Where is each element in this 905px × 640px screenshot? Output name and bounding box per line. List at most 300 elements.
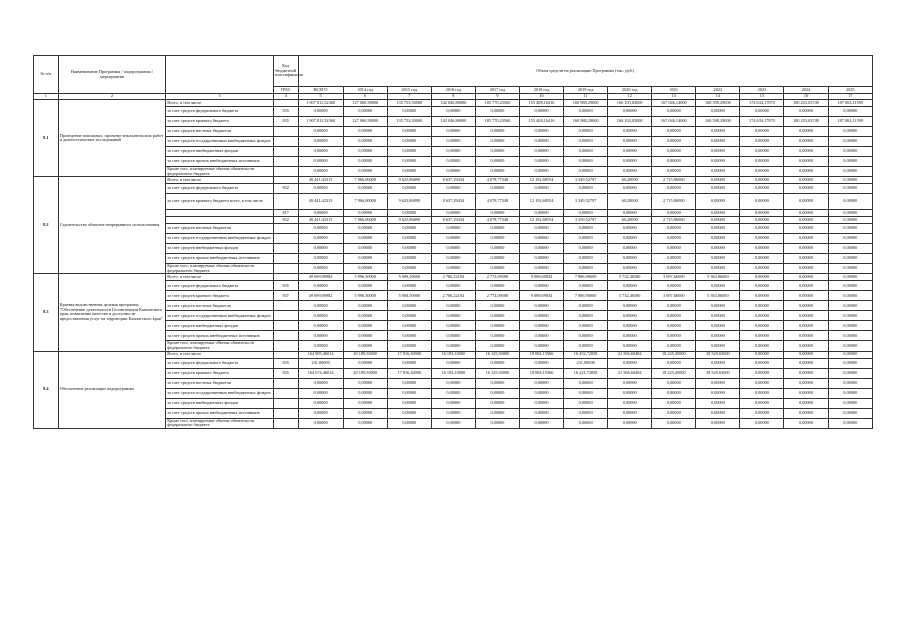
year-value: 3 349,52797	[564, 177, 608, 184]
year-value: 0,00000	[696, 398, 740, 408]
year-value: 0,00000	[475, 264, 519, 274]
year-value: 0,00000	[431, 408, 475, 418]
year-value: 0,00000	[784, 147, 828, 157]
year-value: 0,00000	[740, 398, 784, 408]
grbs-code	[273, 408, 298, 418]
grbs-code	[273, 177, 298, 184]
year-value: 0,00000	[784, 291, 828, 301]
year-value: 0,00000	[475, 388, 519, 398]
year-value: 0,00000	[784, 137, 828, 147]
year-value: 0,00000	[343, 301, 387, 311]
total-value: 0,00000	[298, 167, 343, 177]
year-value: 0,00000	[387, 167, 431, 177]
year-value: 0,00000	[784, 398, 828, 408]
funding-source: за счет средств прочих внебюджетных источников	[166, 331, 274, 341]
budget-table-sheet	[33, 55, 873, 429]
year-value: 0,00000	[564, 184, 608, 194]
year-value: 0,00000	[696, 281, 740, 291]
year-value: 0,00000	[475, 311, 519, 321]
year-value: 0,00000	[784, 378, 828, 388]
funding-source: за счет средств внебюджетных фондов	[166, 398, 274, 408]
year-value: 0,00000	[520, 321, 564, 331]
year-value: 0,00000	[652, 254, 696, 264]
year-value: 0,00000	[475, 301, 519, 311]
funding-source: за счет средств государственных внебюджетных фондов	[166, 388, 274, 398]
year-value: 0,00000	[343, 398, 387, 408]
year-value: 0,00000	[475, 184, 519, 194]
total-value: 0,00000	[298, 127, 343, 137]
total-value: 49 699,90982	[298, 274, 343, 281]
year-value: 168 598,29000	[696, 100, 740, 107]
header-year: 2014 год	[343, 87, 387, 94]
grbs-code	[273, 224, 298, 234]
year-value: 0,00000	[431, 107, 475, 117]
year-value: 0,00000	[828, 408, 872, 418]
funding-source: за счет средств краевого бюджета	[166, 117, 274, 127]
year-value: 0,00000	[431, 281, 475, 291]
year-value: 3 697,66000	[652, 274, 696, 281]
year-value: 16 221,72858	[564, 368, 608, 378]
year-value: 167 046,14000	[652, 100, 696, 107]
total-value: 1 907 811,52360	[298, 100, 343, 107]
year-value: 0,00000	[828, 321, 872, 331]
year-value: 0,00000	[343, 234, 387, 244]
year-value: 160 988,29000	[564, 117, 608, 127]
year-value: 166 103,83000	[608, 117, 652, 127]
year-value: 0,00000	[564, 418, 608, 428]
header-year: 2017 год	[475, 87, 519, 94]
year-value: 0,00000	[784, 351, 828, 358]
year-value: 0,00000	[652, 301, 696, 311]
year-value: 0,00000	[520, 157, 564, 167]
total-value: 0,00000	[298, 244, 343, 254]
year-value: 0,00000	[696, 358, 740, 368]
funding-source: за счет средств федерального бюджета	[166, 184, 274, 194]
table-row	[34, 100, 873, 107]
year-value: 0,00000	[343, 147, 387, 157]
year-value: 0,00000	[475, 378, 519, 388]
year-value: 0,00000	[387, 398, 431, 408]
year-value: 0,00000	[652, 331, 696, 341]
year-value: 0,00000	[740, 358, 784, 368]
year-value: 0,00000	[387, 378, 431, 388]
year-value: 0,00000	[740, 291, 784, 301]
year-value: 0,00000	[652, 127, 696, 137]
year-value: 0,00000	[696, 147, 740, 157]
year-value: 0,00000	[828, 147, 872, 157]
budget-table	[33, 55, 873, 429]
year-value: 0,00000	[828, 358, 872, 368]
grbs-code	[273, 264, 298, 274]
year-value: 0,00000	[520, 264, 564, 274]
year-value: 0,00000	[475, 281, 519, 291]
year-value: 0,00000	[564, 408, 608, 418]
year-value: 0,00000	[740, 274, 784, 281]
funding-source: Кроме того, планируемые объемы обязательств федерального бюджета	[166, 167, 274, 177]
year-value: 185 770,23560	[475, 100, 519, 107]
year-value: 168 598,29000	[696, 117, 740, 127]
year-value: 0,00000	[343, 418, 387, 428]
year-value: 0,00000	[828, 254, 872, 264]
year-value: 0,00000	[784, 210, 828, 217]
grbs-code	[273, 100, 298, 107]
year-value: 0,00000	[784, 254, 828, 264]
year-value: 0,00000	[784, 341, 828, 351]
year-value: 0,00000	[740, 341, 784, 351]
year-value: 2 786,22104	[431, 274, 475, 281]
header-year: 2025	[828, 87, 872, 94]
year-value: 0,00000	[828, 157, 872, 167]
year-value: 0,00000	[431, 137, 475, 147]
year-value: 0,00000	[608, 107, 652, 117]
year-value: 0,00000	[652, 184, 696, 194]
year-value: 0,00000	[784, 281, 828, 291]
year-value: 0,00000	[828, 398, 872, 408]
year-value: 0,00000	[740, 177, 784, 184]
total-value: 0,00000	[298, 388, 343, 398]
year-value: 0,00000	[740, 351, 784, 358]
header-year: 2023	[740, 87, 784, 94]
year-value: 0,00000	[387, 234, 431, 244]
total-value: 0,00000	[298, 264, 343, 274]
funding-source: за счет средств прочих внебюджетных источников	[166, 254, 274, 264]
year-value: 0,00000	[475, 244, 519, 254]
year-value: 2 772,09580	[475, 291, 519, 301]
year-value: 0,00000	[520, 127, 564, 137]
year-value: 0,00000	[387, 341, 431, 351]
year-value: 12 192,68554	[520, 177, 564, 184]
total-value: 0,00000	[298, 281, 343, 291]
year-value: 0,00000	[696, 127, 740, 137]
year-value: 0,00000	[740, 127, 784, 137]
year-value: 0,00000	[520, 301, 564, 311]
year-value: 12 192,68554	[520, 217, 564, 224]
year-value: 16 183,10000	[431, 368, 475, 378]
year-value: 0,00000	[696, 107, 740, 117]
total-value: 0,00000	[298, 301, 343, 311]
year-value: 174 634,17870	[740, 117, 784, 127]
funding-source: за счет средств федерального бюджета	[166, 281, 274, 291]
year-value: 0,00000	[652, 157, 696, 167]
year-value: 0,00000	[431, 157, 475, 167]
year-value: 0,00000	[387, 281, 431, 291]
column-index: 7	[387, 94, 431, 100]
grbs-code: 832	[273, 217, 298, 224]
year-value: 0,00000	[475, 331, 519, 341]
funding-source: за счет средств местных бюджетов	[166, 378, 274, 388]
year-value: 0,00000	[387, 147, 431, 157]
column-index: 17	[828, 94, 872, 100]
year-value: 0,00000	[608, 388, 652, 398]
column-index: 12	[608, 94, 652, 100]
year-value: 0,00000	[696, 234, 740, 244]
year-value: 16 183,10000	[431, 351, 475, 358]
year-value: 9 625,86890	[387, 194, 431, 210]
funding-source: Всего, в том числе	[166, 100, 274, 107]
year-value: 16 125,50000	[475, 368, 519, 378]
year-value: 0,00000	[608, 224, 652, 234]
section-number: 8.1	[34, 100, 59, 177]
year-value: 0,00000	[343, 157, 387, 167]
year-value: 0,00000	[520, 418, 564, 428]
column-index: 5	[298, 94, 343, 100]
year-value: 0,00000	[564, 311, 608, 321]
year-value: 0,00000	[520, 388, 564, 398]
year-value: 9 625,86890	[387, 177, 431, 184]
year-value: 17 816,30000	[387, 351, 431, 358]
year-value: 0,00000	[740, 167, 784, 177]
year-value: 0,00000	[696, 341, 740, 351]
year-value: 0,00000	[564, 157, 608, 167]
year-value: 0,00000	[696, 301, 740, 311]
year-value: 0,00000	[387, 184, 431, 194]
grbs-code	[273, 301, 298, 311]
year-value: 0,00000	[475, 127, 519, 137]
year-value: 0,00000	[608, 281, 652, 291]
year-value: 0,00000	[608, 301, 652, 311]
funding-source: за счет средств государственных внебюджетных фондов	[166, 137, 274, 147]
total-value: 0,00000	[298, 184, 343, 194]
year-value: 0,00000	[828, 210, 872, 217]
grbs-code: 837	[273, 291, 298, 301]
total-value: 0,00000	[298, 311, 343, 321]
grbs-code: 835	[273, 358, 298, 368]
funding-source: за счет средств внебюджетных фондов	[166, 321, 274, 331]
total-value: 0,00000	[298, 234, 343, 244]
year-value: 0,00000	[652, 408, 696, 418]
total-value: 0,00000	[298, 157, 343, 167]
header-year: 2022	[696, 87, 740, 94]
year-value: 0,00000	[828, 127, 872, 137]
year-value: 0,00000	[740, 107, 784, 117]
year-value: 0,00000	[564, 331, 608, 341]
header-no: № п/п	[34, 56, 59, 94]
year-value: 20 189,50000	[343, 351, 387, 358]
year-value: 0,00000	[652, 234, 696, 244]
total-value: 0,00000	[298, 408, 343, 418]
year-value: 0,00000	[652, 418, 696, 428]
year-value: 0,00000	[828, 378, 872, 388]
year-value: 60,20000	[608, 217, 652, 224]
year-value: 0,00000	[343, 311, 387, 321]
year-value: 0,00000	[784, 311, 828, 321]
year-value: 0,00000	[564, 147, 608, 157]
column-index: 2	[58, 94, 166, 100]
year-value: 4 078,77348	[475, 194, 519, 210]
table-header	[34, 56, 873, 100]
funding-source: за счет средств краевого бюджета всего, в том числе	[166, 194, 274, 210]
year-value: 180 253,03749	[784, 100, 828, 107]
year-value: 0,00000	[431, 244, 475, 254]
year-value: 0,00000	[828, 234, 872, 244]
column-index: 13	[652, 94, 696, 100]
column-index: 6	[343, 94, 387, 100]
year-value: 18 529,65000	[696, 351, 740, 358]
year-value: 0,00000	[828, 341, 872, 351]
year-value: 0,00000	[520, 234, 564, 244]
year-value: 0,00000	[652, 167, 696, 177]
year-value: 0,00000	[696, 184, 740, 194]
year-value: 0,00000	[608, 254, 652, 264]
year-value: 0,00000	[343, 107, 387, 117]
year-value: 0,00000	[696, 244, 740, 254]
year-value: 18 084,15566	[520, 368, 564, 378]
year-value: 0,00000	[608, 321, 652, 331]
year-value: 0,00000	[740, 210, 784, 217]
year-value: 9 088,69834	[520, 274, 564, 281]
year-value: 0,00000	[431, 210, 475, 217]
year-value: 0,00000	[520, 281, 564, 291]
year-value: 0,00000	[520, 107, 564, 117]
year-value: 0,00000	[387, 157, 431, 167]
funding-source: за счет средств внебюджетных фондов	[166, 147, 274, 157]
column-index: 8	[431, 94, 475, 100]
year-value: 0,00000	[431, 358, 475, 368]
total-value: 0,00000	[298, 137, 343, 147]
funding-source: за счет средств прочих внебюджетных источников	[166, 157, 274, 167]
year-value: 60,20000	[608, 194, 652, 210]
year-value: 7 886,90000	[564, 274, 608, 281]
year-value: 187 063,11599	[828, 117, 872, 127]
year-value: 0,00000	[564, 244, 608, 254]
year-value: 0,00000	[564, 234, 608, 244]
year-value: 0,00000	[828, 184, 872, 194]
year-value: 0,00000	[564, 388, 608, 398]
year-value: 0,00000	[343, 184, 387, 194]
year-value: 0,00000	[740, 321, 784, 331]
header-volume: Объем средств на реализацию Программы (тыс. руб.)	[298, 56, 872, 87]
year-value: 0,00000	[828, 194, 872, 210]
year-value: 0,00000	[387, 224, 431, 234]
year-value: 0,00000	[740, 408, 784, 418]
year-value: 0,00000	[520, 224, 564, 234]
year-value: 0,00000	[740, 311, 784, 321]
header-year: 2024	[784, 87, 828, 94]
year-value: 0,00000	[564, 210, 608, 217]
year-value: 0,00000	[387, 107, 431, 117]
year-value: 0,00000	[784, 244, 828, 254]
grbs-code: 835	[273, 281, 298, 291]
year-value: 0,00000	[608, 264, 652, 274]
year-value: 18 084,15566	[520, 351, 564, 358]
grbs-code: 835	[273, 117, 298, 127]
year-value: 5 996,30000	[343, 274, 387, 281]
column-index: 4	[273, 94, 298, 100]
funding-source: за счет средств государственных внебюджетных фондов	[166, 234, 274, 244]
year-value: 0,00000	[431, 147, 475, 157]
total-value: 49 441,42315	[298, 177, 343, 184]
total-value: 0,00000	[298, 331, 343, 341]
year-value: 0,00000	[387, 127, 431, 137]
year-value: 0,00000	[828, 107, 872, 117]
year-value: 0,00000	[784, 194, 828, 210]
year-value: 0,00000	[652, 311, 696, 321]
year-value: 0,00000	[431, 184, 475, 194]
year-value: 174 634,17870	[740, 100, 784, 107]
year-value: 0,00000	[696, 167, 740, 177]
year-value: 0,00000	[387, 137, 431, 147]
year-value: 0,00000	[608, 137, 652, 147]
year-value: 0,00000	[564, 137, 608, 147]
funding-source: за счет средств местных бюджетов	[166, 301, 274, 311]
year-value: 0,00000	[343, 254, 387, 264]
year-value: 0,00000	[564, 167, 608, 177]
year-value: 0,00000	[343, 341, 387, 351]
year-value: 0,00000	[652, 388, 696, 398]
year-value: 0,00000	[652, 378, 696, 388]
year-value: 18 225,45000	[652, 368, 696, 378]
header-code: Код бюджетной классификации	[273, 56, 298, 87]
year-value: 0,00000	[520, 331, 564, 341]
year-value: 0,00000	[652, 224, 696, 234]
year-value: 0,00000	[343, 331, 387, 341]
year-value: 0,00000	[431, 311, 475, 321]
year-value: 0,00000	[608, 311, 652, 321]
year-value: 0,00000	[696, 137, 740, 147]
year-value: 0,00000	[475, 234, 519, 244]
year-value: 0,00000	[696, 217, 740, 224]
grbs-code: 835	[273, 368, 298, 378]
year-value: 0,00000	[475, 210, 519, 217]
year-value: 0,00000	[475, 107, 519, 117]
year-value: 0,00000	[828, 167, 872, 177]
total-value: 0,00000	[298, 254, 343, 264]
year-value: 0,00000	[343, 224, 387, 234]
year-value: 135 753,50000	[387, 117, 431, 127]
year-value: 0,00000	[652, 281, 696, 291]
total-value: 0,00000	[298, 418, 343, 428]
year-value: 0,00000	[520, 398, 564, 408]
column-index: 11	[564, 94, 608, 100]
year-value: 0,00000	[652, 137, 696, 147]
year-value: 0,00000	[652, 321, 696, 331]
year-value: 5 996,30000	[343, 291, 387, 301]
year-value: 0,00000	[564, 341, 608, 351]
header-year: 2018 год	[520, 87, 564, 94]
year-value: 0,00000	[475, 321, 519, 331]
total-value: 1 907 811,52360	[298, 117, 343, 127]
total-value: 0,00000	[298, 147, 343, 157]
grbs-code	[273, 244, 298, 254]
year-value: 0,00000	[475, 398, 519, 408]
year-value: 0,00000	[431, 167, 475, 177]
funding-source: за счет средств прочих внебюджетных источников	[166, 408, 274, 418]
year-value: 0,00000	[431, 224, 475, 234]
grbs-code	[273, 157, 298, 167]
year-value: 7 966,00000	[343, 194, 387, 210]
year-value: 0,00000	[740, 368, 784, 378]
year-value: 0,00000	[475, 157, 519, 167]
funding-source	[166, 210, 274, 217]
year-value: 5 732,46580	[608, 274, 652, 281]
year-value: 0,00000	[564, 281, 608, 291]
year-value: 4 078,77348	[475, 177, 519, 184]
year-value: 0,00000	[784, 107, 828, 117]
year-value: 0,00000	[608, 341, 652, 351]
year-value: 0,00000	[564, 224, 608, 234]
year-value: 0,00000	[784, 184, 828, 194]
year-value: 0,00000	[652, 358, 696, 368]
year-value: 0,00000	[696, 388, 740, 398]
year-value: 0,00000	[696, 264, 740, 274]
year-value: 0,00000	[828, 301, 872, 311]
year-value: 0,00000	[520, 244, 564, 254]
year-value: 21 566,60484	[608, 351, 652, 358]
year-value: 0,00000	[828, 217, 872, 224]
year-value: 0,00000	[343, 244, 387, 254]
year-value: 0,00000	[696, 311, 740, 321]
grbs-code: 817	[273, 210, 298, 217]
